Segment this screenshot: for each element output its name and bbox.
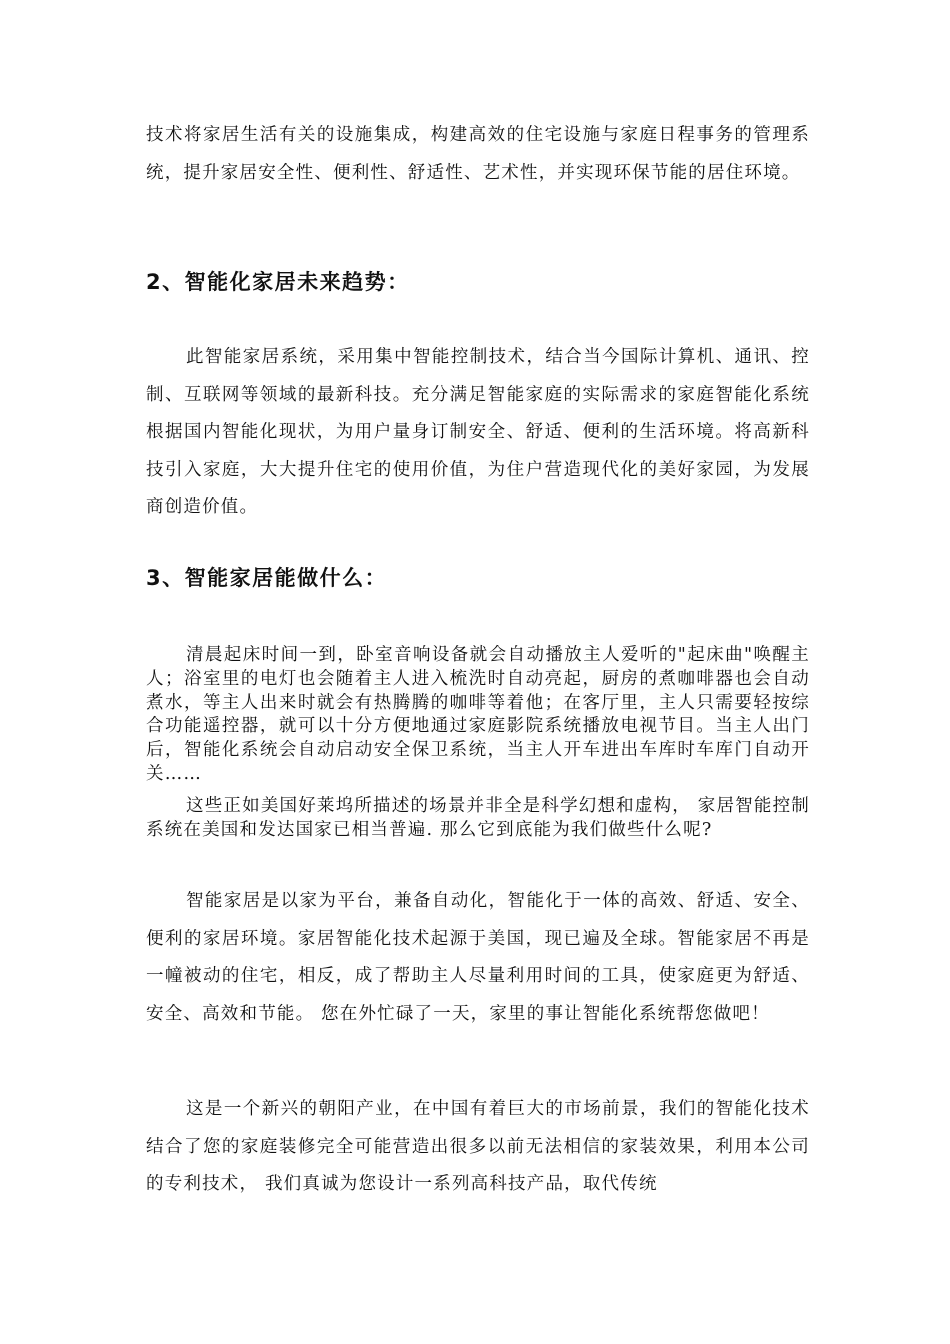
scenario-paragraph: 清晨起床时间一到，卧室音响设备就会自动播放主人爱听的"起床曲"唤醒主人；浴室里的电灯也会随着主人进入梳洗时自动亮起，厨房的煮咖啡器也会自动煮水，等主人出来时就会有热腾腾的咖啡等着他；在客厅里，主人只需要轻按综合功能遥控器，就可以十分方便地通过家庭影院系统播放电视节目。当主人出门后，智能化系统会自动启动安全保卫系统，当主人开车进出车库时车库门自动开关……	[146, 645, 810, 784]
section-2-paragraph: 此智能家居系统，采用集中智能控制技术，结合当今国际计算机、通讯、控制、互联网等领域的最新科技。充分满足智能家庭的实际需求的家庭智能化系统根据国内智能化现状，为用户量身订制安全、舒适、便利的生活环境。将高新科技引入家庭，大大提升住宅的使用价值，为住户营造现代化的美好家园，为发展商创造价值。	[146, 347, 810, 517]
section-2-heading: 2、智能化家居未来趋势：	[146, 270, 410, 294]
section-3-heading: 3、智能家居能做什么：	[146, 566, 388, 590]
intro-paragraph: 技术将家居生活有关的设施集成，构建高效的住宅设施与家庭日程事务的管理系统，提升家居安全性、便利性、舒适性、艺术性，并实现环保节能的居住环境。	[146, 125, 810, 183]
smart-home-platform-paragraph: 智能家居是以家为平台，兼备自动化，智能化于一体的高效、舒适、安全、便利的家居环境。家居智能化技术起源于美国，现已遍及全球。智能家居不再是一幢被动的住宅，相反，成了帮助主人尽量利用时间的工具，使家庭更为舒适、安全、高效和节能。 您在外忙碌了一天，家里的事让智能化系统帮您做吧！	[146, 891, 810, 1024]
question-paragraph: 这些正如美国好莱坞所描述的场景并非全是科学幻想和虚构， 家居智能控制系统在美国和发达国家已相当普遍. 那么它到底能为我们做些什么呢?	[146, 796, 810, 840]
industry-paragraph: 这是一个新兴的朝阳产业，在中国有着巨大的市场前景，我们的智能化技术结合了您的家庭装修完全可能营造出很多以前无法相信的家装效果，利用本公司的专利技术， 我们真诚为您设计一系列高科技产品，取代传统	[146, 1099, 810, 1194]
